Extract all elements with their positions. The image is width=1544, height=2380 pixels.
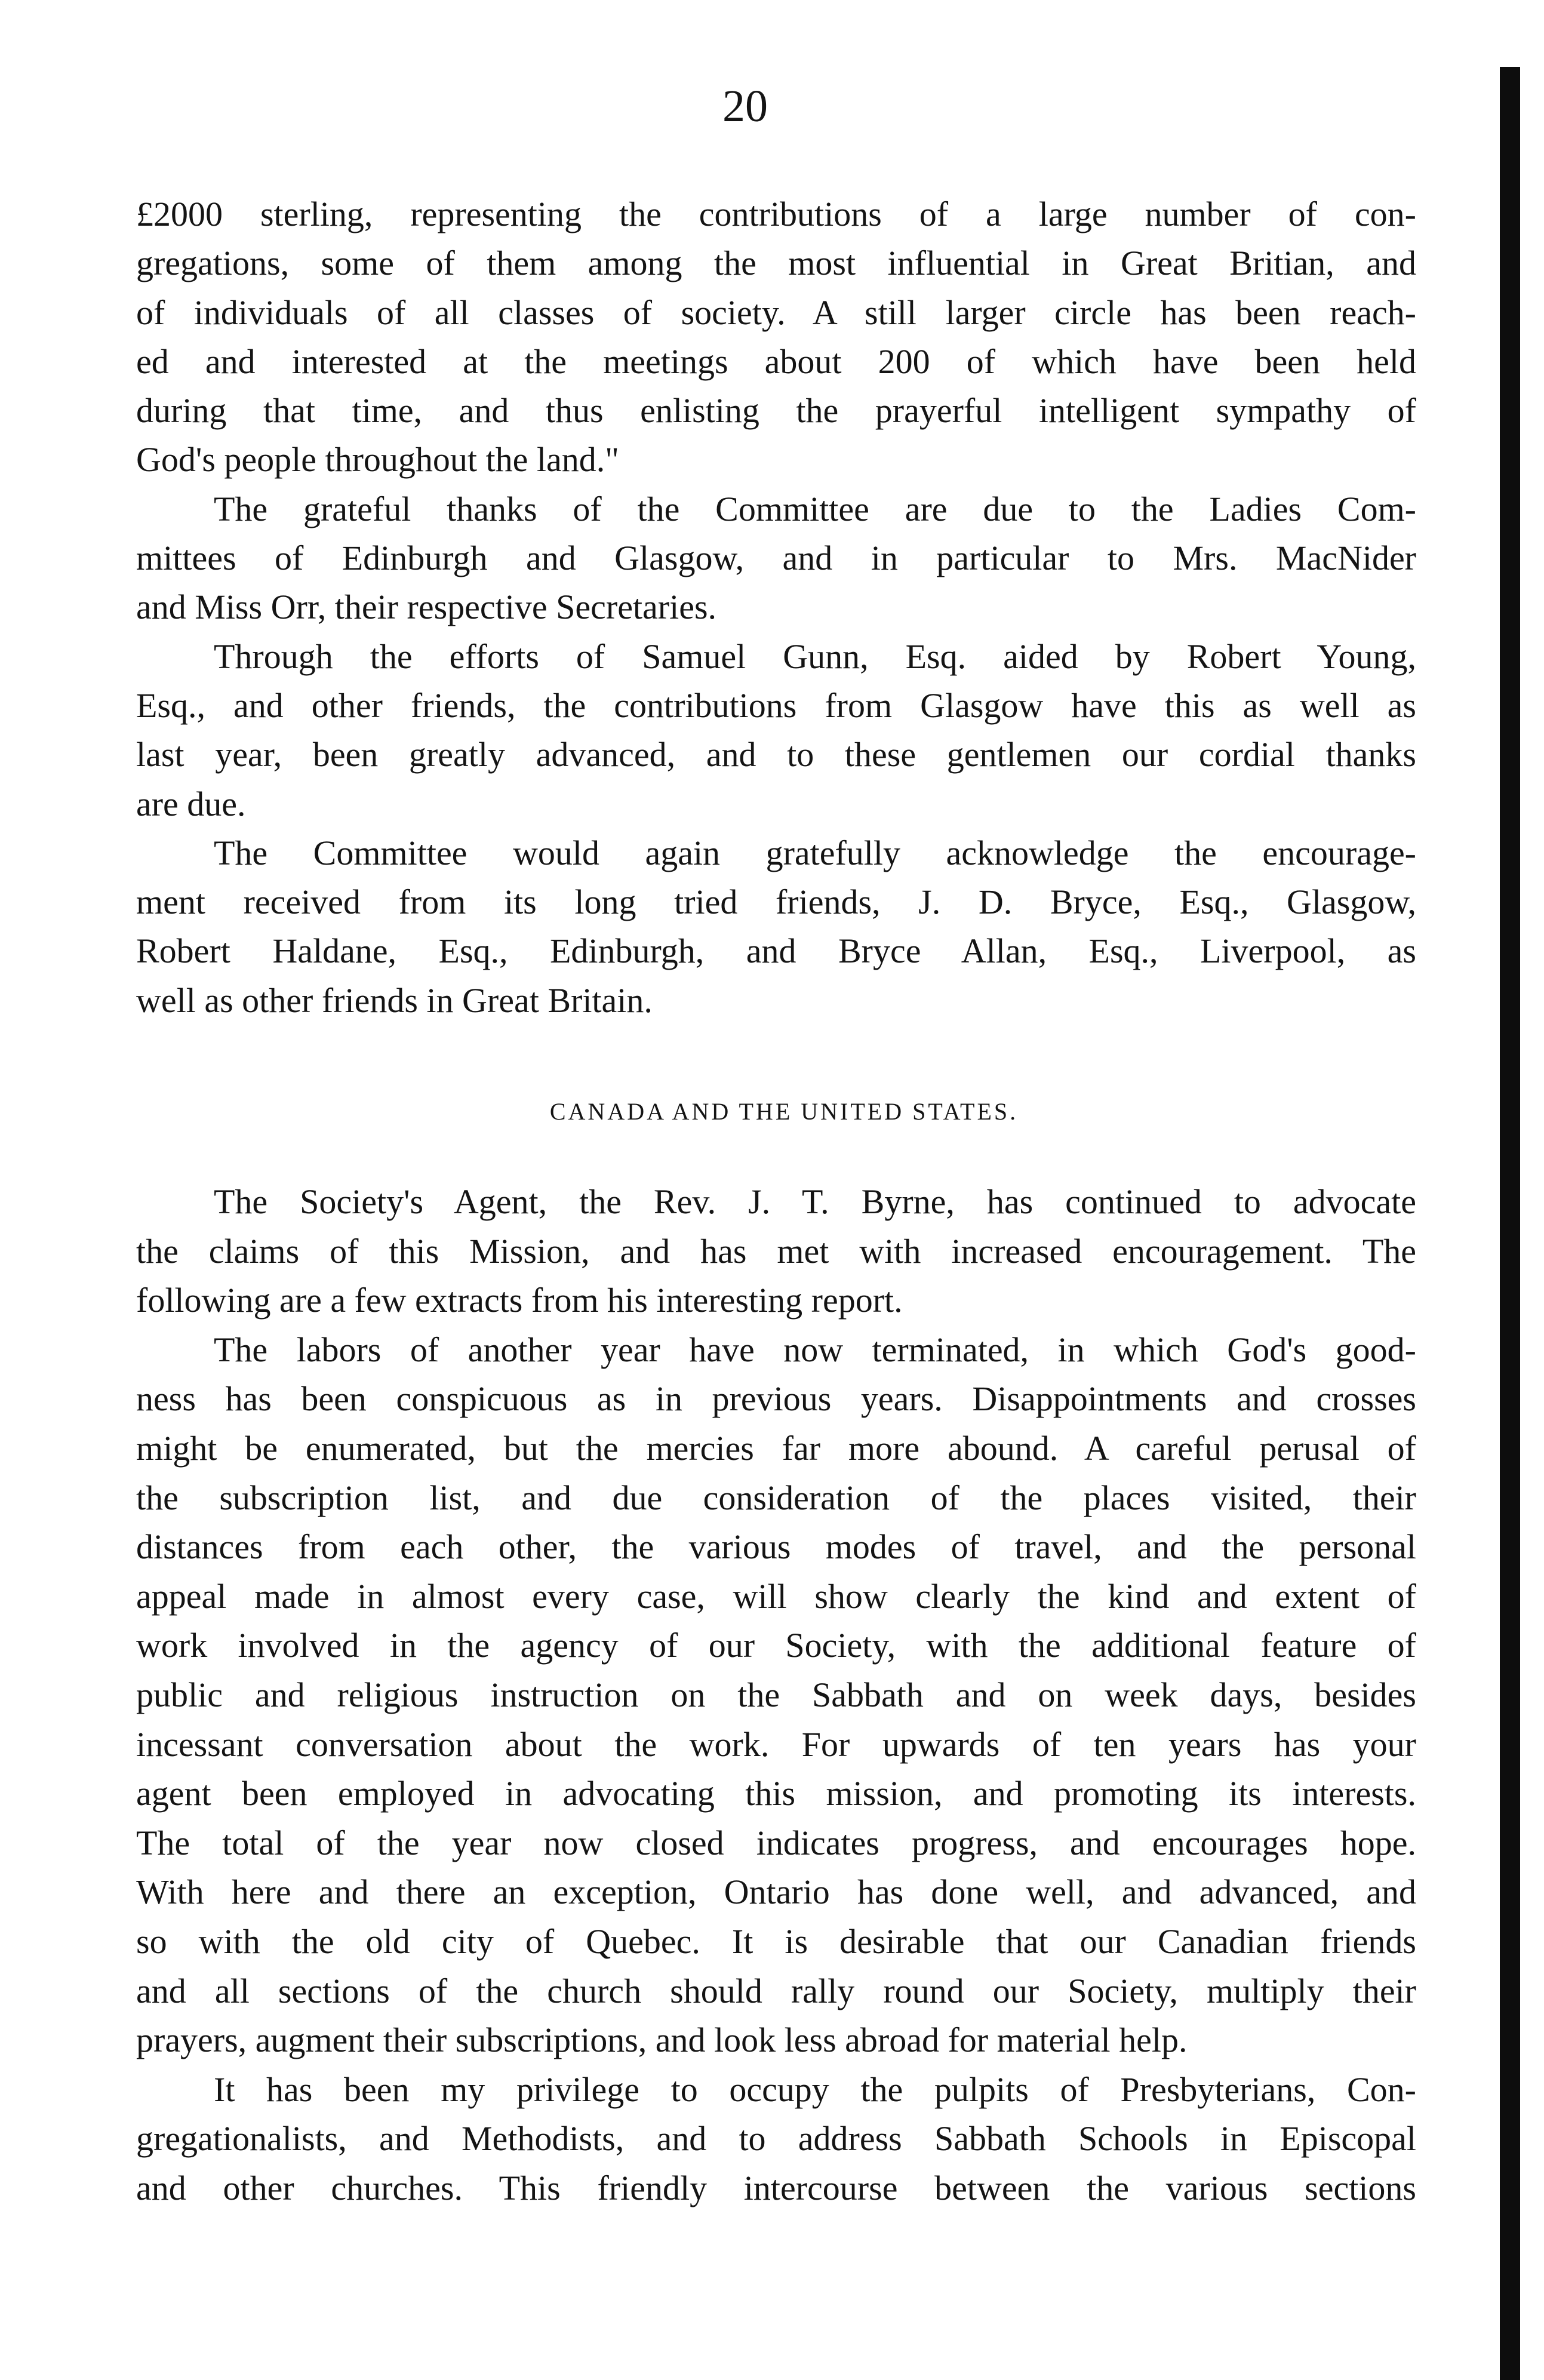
text-line: following are a few extracts from his interesting report. — [136, 1281, 903, 1320]
text-line: might be enumerated, but the mercies far more abound. A careful perusal of — [136, 1428, 1416, 1468]
text-line: £2000 sterling, representing the contributions of a large number of con- — [136, 195, 1416, 233]
lower-text-block — [136, 1177, 1416, 2213]
text-line: and all sections of the church should rally round our Society, multiply their — [136, 1971, 1416, 2010]
text-line: during that time, and thus enlisting the prayerful intelligent sympathy of — [136, 391, 1416, 431]
text-line: God's people throughout the land." — [136, 440, 619, 479]
upper-text-block — [136, 190, 1416, 1025]
text-line: distances from each other, the various modes of travel, and the personal — [136, 1527, 1416, 1567]
text-line: public and religious instruction on the Sabbath and on week days, besides — [136, 1675, 1416, 1714]
text-line: ment received from its long tried friends, J. D. Bryce, Esq., Glasgow, — [136, 882, 1416, 922]
section-heading — [0, 1094, 1544, 1130]
scan-edge-shadow — [1500, 67, 1520, 2380]
text-line: the claims of this Mission, and has met with increased encouragement. The — [136, 1231, 1416, 1271]
paragraph — [136, 829, 1416, 1025]
text-line: Through the efforts of Samuel Gunn, Esq. aided by Robert Young, — [214, 636, 1416, 676]
text-line: The Committee would again gratefully acknowledge the encourage- — [214, 833, 1416, 872]
text-line: gregationalists, and Methodists, and to address Sabbath Schools in Episcopal — [136, 2119, 1416, 2158]
text-line: and other churches. This friendly intercourse between the various sections — [136, 2168, 1416, 2207]
paragraph — [136, 632, 1416, 829]
text-line: Robert Haldane, Esq., Edinburgh, and Bryce Allan, Esq., Liverpool, as — [136, 931, 1416, 971]
text-line: incessant conversation about the work. For upwards of ten years has your — [136, 1724, 1416, 1764]
text-line: of individuals of all classes of society. A still larger circle has been reach- — [136, 293, 1416, 332]
text-line: prayers, augment their subscriptions, and look less abroad for material help. — [136, 2021, 1188, 2060]
paragraph — [136, 190, 1416, 485]
paragraph — [136, 485, 1416, 632]
text-line: With here and there an exception, Ontario has done well, and advanced, and — [136, 1872, 1416, 1912]
text-line: The total of the year now closed indicates progress, and encourages hope. — [136, 1823, 1416, 1862]
text-line: The grateful thanks of the Committee are due to the Ladies Com- — [214, 489, 1416, 528]
text-line: so with the old city of Quebec. It is desirable that our Canadian friends — [136, 1921, 1416, 1961]
text-line: ed and interested at the meetings about 200 of which have been held — [136, 342, 1416, 381]
text-line: last year, been greatly advanced, and to these gentlemen our cordial thanks — [136, 735, 1416, 774]
text-line: Esq., and other friends, the contributions from Glasgow have this as well as — [136, 685, 1416, 725]
text-line: The labors of another year have now terminated, in which God's good- — [214, 1330, 1416, 1369]
text-line: The Society's Agent, the Rev. J. T. Byrne, has continued to advocate — [214, 1182, 1416, 1221]
text-line: well as other friends in Great Britain. — [136, 980, 653, 1020]
text-line: are due. — [136, 784, 246, 823]
paragraph — [136, 1326, 1416, 2065]
text-line: agent been employed in advocating this mission, and promoting its interests. — [136, 1774, 1416, 1813]
section-heading-text: CANADA AND THE UNITED STATES. — [549, 1098, 1019, 1125]
text-line: gregations, some of them among the most influential in Great Britian, and — [136, 244, 1416, 283]
text-line: appeal made in almost every case, will show clearly the kind and extent of — [136, 1576, 1416, 1616]
text-line: ness has been conspicuous as in previous years. Disappointments and crosses — [136, 1379, 1416, 1419]
text-line: and Miss Orr, their respective Secretaries. — [136, 588, 717, 627]
paragraph — [136, 2065, 1416, 2213]
text-line: work involved in the agency of our Society, with the additional feature of — [136, 1626, 1416, 1665]
text-line: mittees of Edinburgh and Glasgow, and in particular to Mrs. MacNider — [136, 539, 1416, 578]
text-line: It has been my privilege to occupy the pulpits of Presbyterians, Con- — [214, 2070, 1416, 2109]
paragraph — [136, 1177, 1416, 1326]
text-line: the subscription list, and due consideration of the places visited, their — [136, 1478, 1416, 1517]
page-number: 20 — [722, 81, 768, 131]
